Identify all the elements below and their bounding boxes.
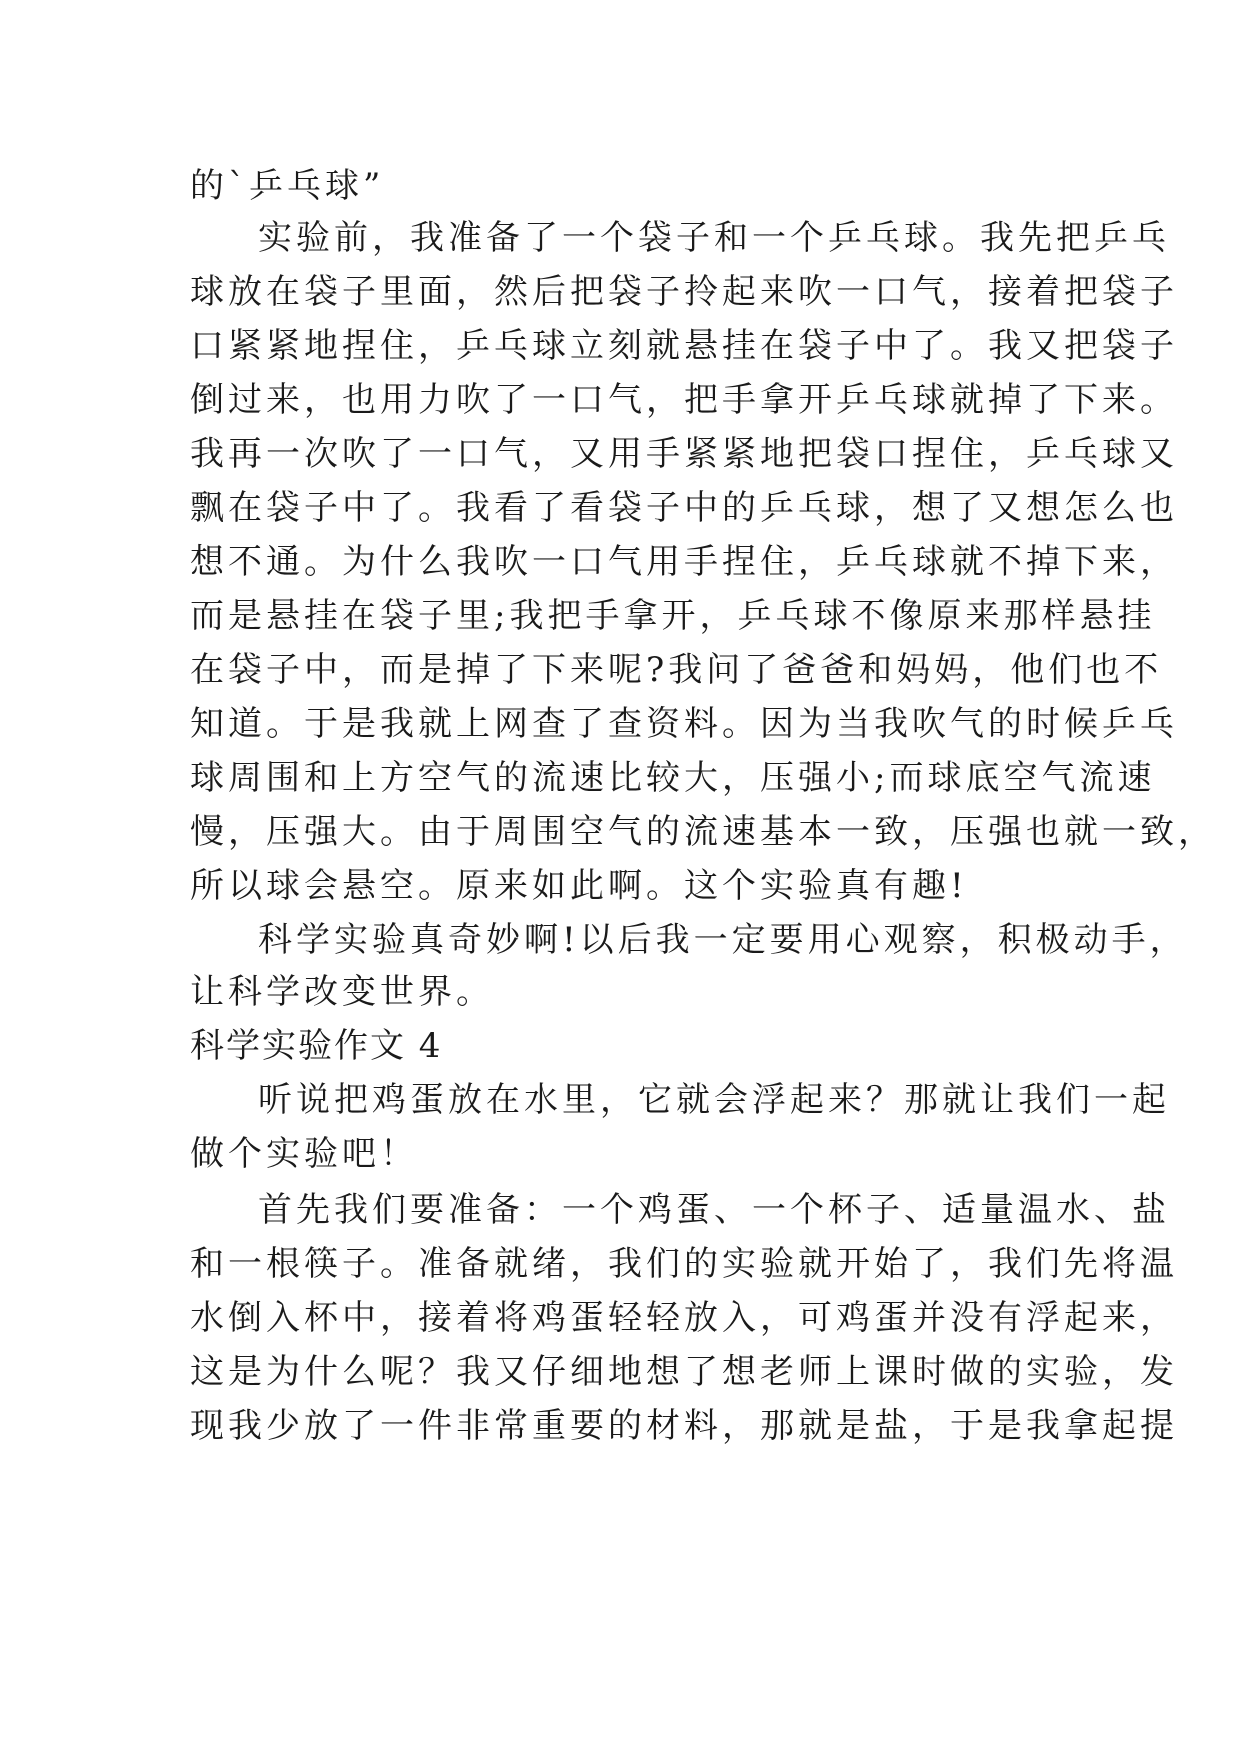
paragraph-first-line: 首先我们要准备：一个鸡蛋、一个杯子、适量温水、盐 bbox=[258, 1190, 1170, 1230]
paragraph-first-line: 科学实验真奇妙啊!以后我一定要用心观察，积极动手， bbox=[258, 920, 1188, 960]
text-line: 知道。于是我就上网查了查资料。因为当我吹气的时候乒乓 bbox=[190, 704, 1178, 744]
paragraph-first-line: 听说把鸡蛋放在水里，它就会浮起来？那就让我们一起 bbox=[258, 1080, 1170, 1120]
paragraph-first-line: 实验前，我准备了一个袋子和一个乒乓球。我先把乒乓 bbox=[258, 218, 1170, 258]
text-line: 想不通。为什么我吹一口气用手捏住，乒乓球就不掉下来， bbox=[190, 542, 1178, 582]
text-line: 我再一次吹了一口气，又用手紧紧地把袋口捏住，乒乓球又 bbox=[190, 434, 1178, 474]
text-line: 飘在袋子中了。我看了看袋子中的乒乓球，想了又想怎么也 bbox=[190, 488, 1178, 528]
text-line: 在袋子中，而是掉了下来呢?我问了爸爸和妈妈，他们也不 bbox=[190, 650, 1163, 690]
text-line: 而是悬挂在袋子里;我把手拿开，乒乓球不像原来那样悬挂 bbox=[190, 596, 1156, 636]
text-line: 球周围和上方空气的流速比较大，压强小;而球底空气流速 bbox=[190, 758, 1156, 798]
text-line: 现我少放了一件非常重要的材料，那就是盐，于是我拿起提 bbox=[190, 1406, 1178, 1446]
text-line: 的`乒乓球” bbox=[190, 166, 385, 206]
text-line: 这是为什么呢？我又仔细地想了想老师上课时做的实验，发 bbox=[190, 1352, 1178, 1392]
text-line: 球放在袋子里面，然后把袋子拎起来吹一口气，接着把袋子 bbox=[190, 272, 1178, 312]
section-heading: 科学实验作文 4 bbox=[190, 1026, 443, 1066]
text-line: 所以球会悬空。原来如此啊。这个实验真有趣! bbox=[190, 866, 968, 906]
text-line: 慢，压强大。由于周围空气的流速基本一致，压强也就一致， bbox=[190, 812, 1216, 852]
text-line: 做个实验吧！ bbox=[190, 1134, 418, 1174]
text-line: 倒过来，也用力吹了一口气，把手拿开乒乓球就掉了下来。 bbox=[190, 380, 1178, 420]
text-line: 让科学改变世界。 bbox=[190, 972, 494, 1012]
text-line: 口紧紧地捏住，乒乓球立刻就悬挂在袋子中了。我又把袋子 bbox=[190, 326, 1178, 366]
text-line: 和一根筷子。准备就绪，我们的实验就开始了，我们先将温 bbox=[190, 1244, 1178, 1284]
text-line: 水倒入杯中，接着将鸡蛋轻轻放入，可鸡蛋并没有浮起来， bbox=[190, 1298, 1178, 1338]
